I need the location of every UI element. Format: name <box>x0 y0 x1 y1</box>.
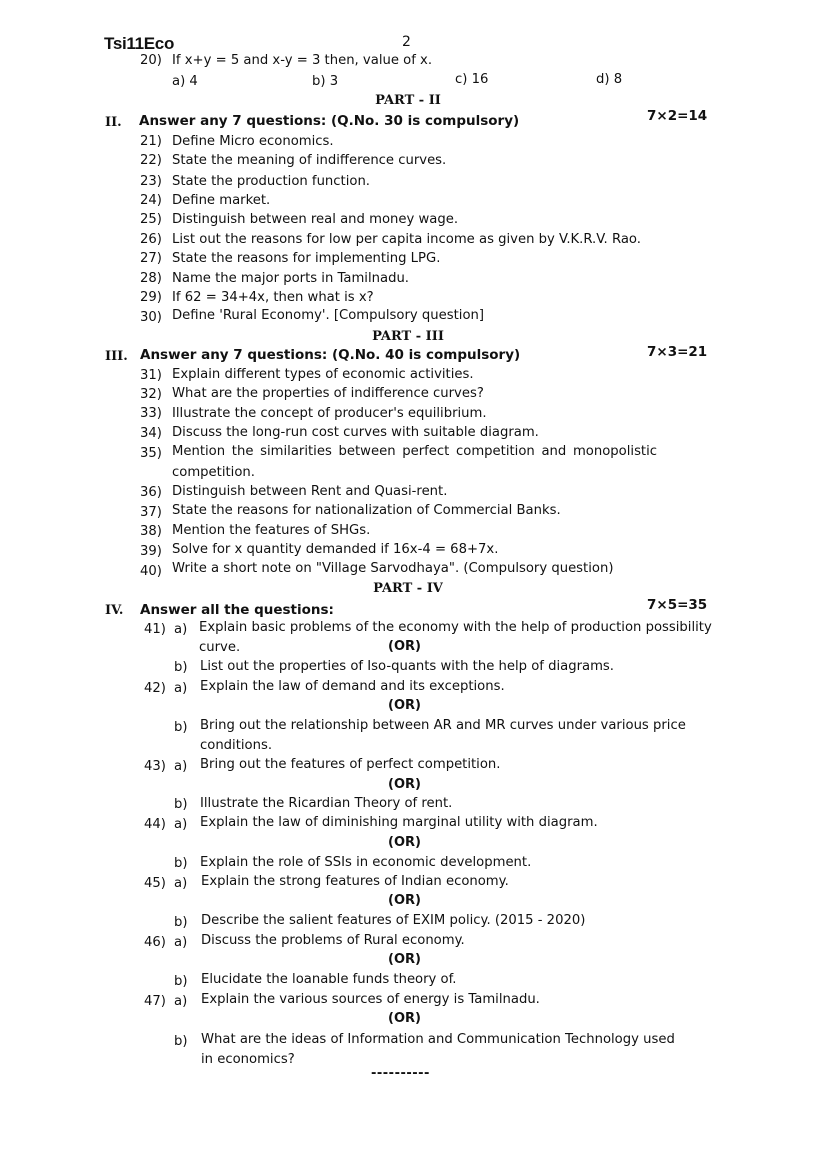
option-label-b: b) <box>174 915 188 930</box>
question-text: Solve for x quantity demanded if 16x-4 = 68+7x. <box>172 542 499 557</box>
page-number: 2 <box>402 34 411 50</box>
question-number: 24) <box>140 193 162 208</box>
or-label: (OR) <box>388 698 421 713</box>
question-number: 33) <box>140 406 162 421</box>
question-text: State the reasons for implementing LPG. <box>172 251 441 266</box>
option-label-b: b) <box>174 1034 188 1049</box>
question-text: If x+y = 5 and x-y = 3 then, value of x. <box>172 53 433 68</box>
option-label-b: b) <box>174 720 188 735</box>
section-instruction: Answer any 7 questions: (Q.No. 40 is compulsory) <box>140 347 521 363</box>
question-number: 42) <box>144 681 166 696</box>
option-c: c) 16 <box>455 72 489 87</box>
question-text: What are the properties of indifference curves? <box>172 386 484 401</box>
question-text: Distinguish between real and money wage. <box>172 212 459 227</box>
question-number: 32) <box>140 387 162 402</box>
question-text: What are the ideas of Information and Communication Technology used <box>201 1032 675 1047</box>
question-text: Discuss the problems of Rural economy. <box>201 933 465 948</box>
question-number: 26) <box>140 232 162 247</box>
question-text-continued: curve. <box>199 640 241 655</box>
question-number: 36) <box>140 485 162 500</box>
question-text: Name the major ports in Tamilnadu. <box>172 271 409 286</box>
question-number: 21) <box>140 134 162 149</box>
or-label: (OR) <box>388 893 421 908</box>
question-number: 41) <box>144 622 166 637</box>
question-text: Define market. <box>172 193 271 208</box>
option-d: d) 8 <box>596 72 623 87</box>
or-label: (OR) <box>388 1011 421 1026</box>
question-text: Explain the role of SSIs in economic development. <box>200 855 532 870</box>
question-number: 27) <box>140 251 162 266</box>
option-label-b: b) <box>174 856 188 871</box>
option-label-a: a) <box>174 994 188 1009</box>
question-text: State the reasons for nationalization of Commercial Banks. <box>172 503 561 518</box>
section-numeral: III. <box>105 349 128 364</box>
option-b: b) 3 <box>312 74 339 89</box>
question-text: Explain the various sources of energy is Tamilnadu. <box>201 992 540 1007</box>
question-number: 23) <box>140 174 162 189</box>
question-text: Mention the features of SHGs. <box>172 523 371 538</box>
part-title: PART - II <box>375 93 441 108</box>
part-title: PART - III <box>372 329 444 344</box>
question-number: 31) <box>140 368 162 383</box>
or-label: (OR) <box>388 777 421 792</box>
question-text: State the meaning of indifference curves. <box>172 153 447 168</box>
question-text: Explain the strong features of Indian economy. <box>201 874 509 889</box>
question-text: Explain the law of demand and its exceptions. <box>200 679 505 694</box>
question-text: If 62 = 34+4x, then what is x? <box>172 290 374 305</box>
question-number: 43) <box>144 759 166 774</box>
option-label-a: a) <box>174 935 188 950</box>
question-number: 34) <box>140 426 162 441</box>
question-text: Illustrate the Ricardian Theory of rent. <box>200 796 453 811</box>
question-number: 37) <box>140 505 162 520</box>
question-number: 45) <box>144 876 166 891</box>
section-marks: 7×5=35 <box>647 597 708 613</box>
paper-code: Tsi11Eco <box>104 34 175 53</box>
question-text: Discuss the long-run cost curves with suitable diagram. <box>172 425 539 440</box>
section-instruction: Answer any 7 questions: (Q.No. 30 is compulsory) <box>139 113 520 129</box>
question-text: Distinguish between Rent and Quasi-rent. <box>172 484 448 499</box>
or-label: (OR) <box>388 952 421 967</box>
question-number: 20) <box>140 53 162 68</box>
question-number: 38) <box>140 524 162 539</box>
question-number: 39) <box>140 544 162 559</box>
option-label-a: a) <box>174 681 188 696</box>
question-text: Explain different types of economic activities. <box>172 367 474 382</box>
question-number: 28) <box>140 271 162 286</box>
section-marks: 7×2=14 <box>647 108 708 124</box>
question-text: State the production function. <box>172 174 370 189</box>
question-number: 30) <box>140 310 162 325</box>
option-label-b: b) <box>174 974 188 989</box>
question-text: List out the properties of Iso-quants with the help of diagrams. <box>200 659 614 674</box>
part-title: PART - IV <box>373 581 443 596</box>
question-text-continued: in economics? <box>201 1052 295 1067</box>
question-number: 25) <box>140 212 162 227</box>
question-text-continued: conditions. <box>200 738 273 753</box>
section-instruction: Answer all the questions: <box>140 602 334 618</box>
question-text: Mention the similarities between perfect competition and monopolistic <box>172 444 658 459</box>
question-number: 46) <box>144 935 166 950</box>
question-number: 35) <box>140 446 162 461</box>
option-label-a: a) <box>174 817 188 832</box>
question-text: Explain basic problems of the economy with the help of production possibility <box>199 620 712 635</box>
question-text: Define Micro economics. <box>172 134 334 149</box>
question-text-continued: competition. <box>172 465 255 480</box>
option-a: a) 4 <box>172 74 198 89</box>
section-numeral: II. <box>105 115 122 130</box>
question-text: Define 'Rural Economy'. [Compulsory question] <box>172 308 485 323</box>
end-rule: ---------- <box>371 1066 430 1081</box>
question-text: Explain the law of diminishing marginal utility with diagram. <box>200 815 598 830</box>
question-text: Bring out the relationship between AR and MR curves under various price <box>200 718 686 733</box>
question-text: Write a short note on "Village Sarvodhaya". (Compulsory question) <box>172 561 614 576</box>
or-label: (OR) <box>388 835 421 850</box>
question-number: 22) <box>140 153 162 168</box>
question-number: 40) <box>140 564 162 579</box>
question-number: 47) <box>144 994 166 1009</box>
question-text: Describe the salient features of EXIM policy. (2015 - 2020) <box>201 913 586 928</box>
question-text: Elucidate the loanable funds theory of. <box>201 972 457 987</box>
option-label-a: a) <box>174 759 188 774</box>
question-text: Illustrate the concept of producer's equilibrium. <box>172 406 487 421</box>
option-label-b: b) <box>174 797 188 812</box>
section-numeral: IV. <box>105 603 124 618</box>
question-number: 29) <box>140 290 162 305</box>
question-text: Bring out the features of perfect competition. <box>200 757 501 772</box>
section-marks: 7×3=21 <box>647 344 708 360</box>
question-number: 44) <box>144 817 166 832</box>
option-label-b: b) <box>174 660 188 675</box>
question-text: List out the reasons for low per capita income as given by V.K.R.V. Rao. <box>172 232 641 247</box>
option-label-a: a) <box>174 622 188 637</box>
or-label: (OR) <box>388 639 421 654</box>
option-label-a: a) <box>174 876 188 891</box>
